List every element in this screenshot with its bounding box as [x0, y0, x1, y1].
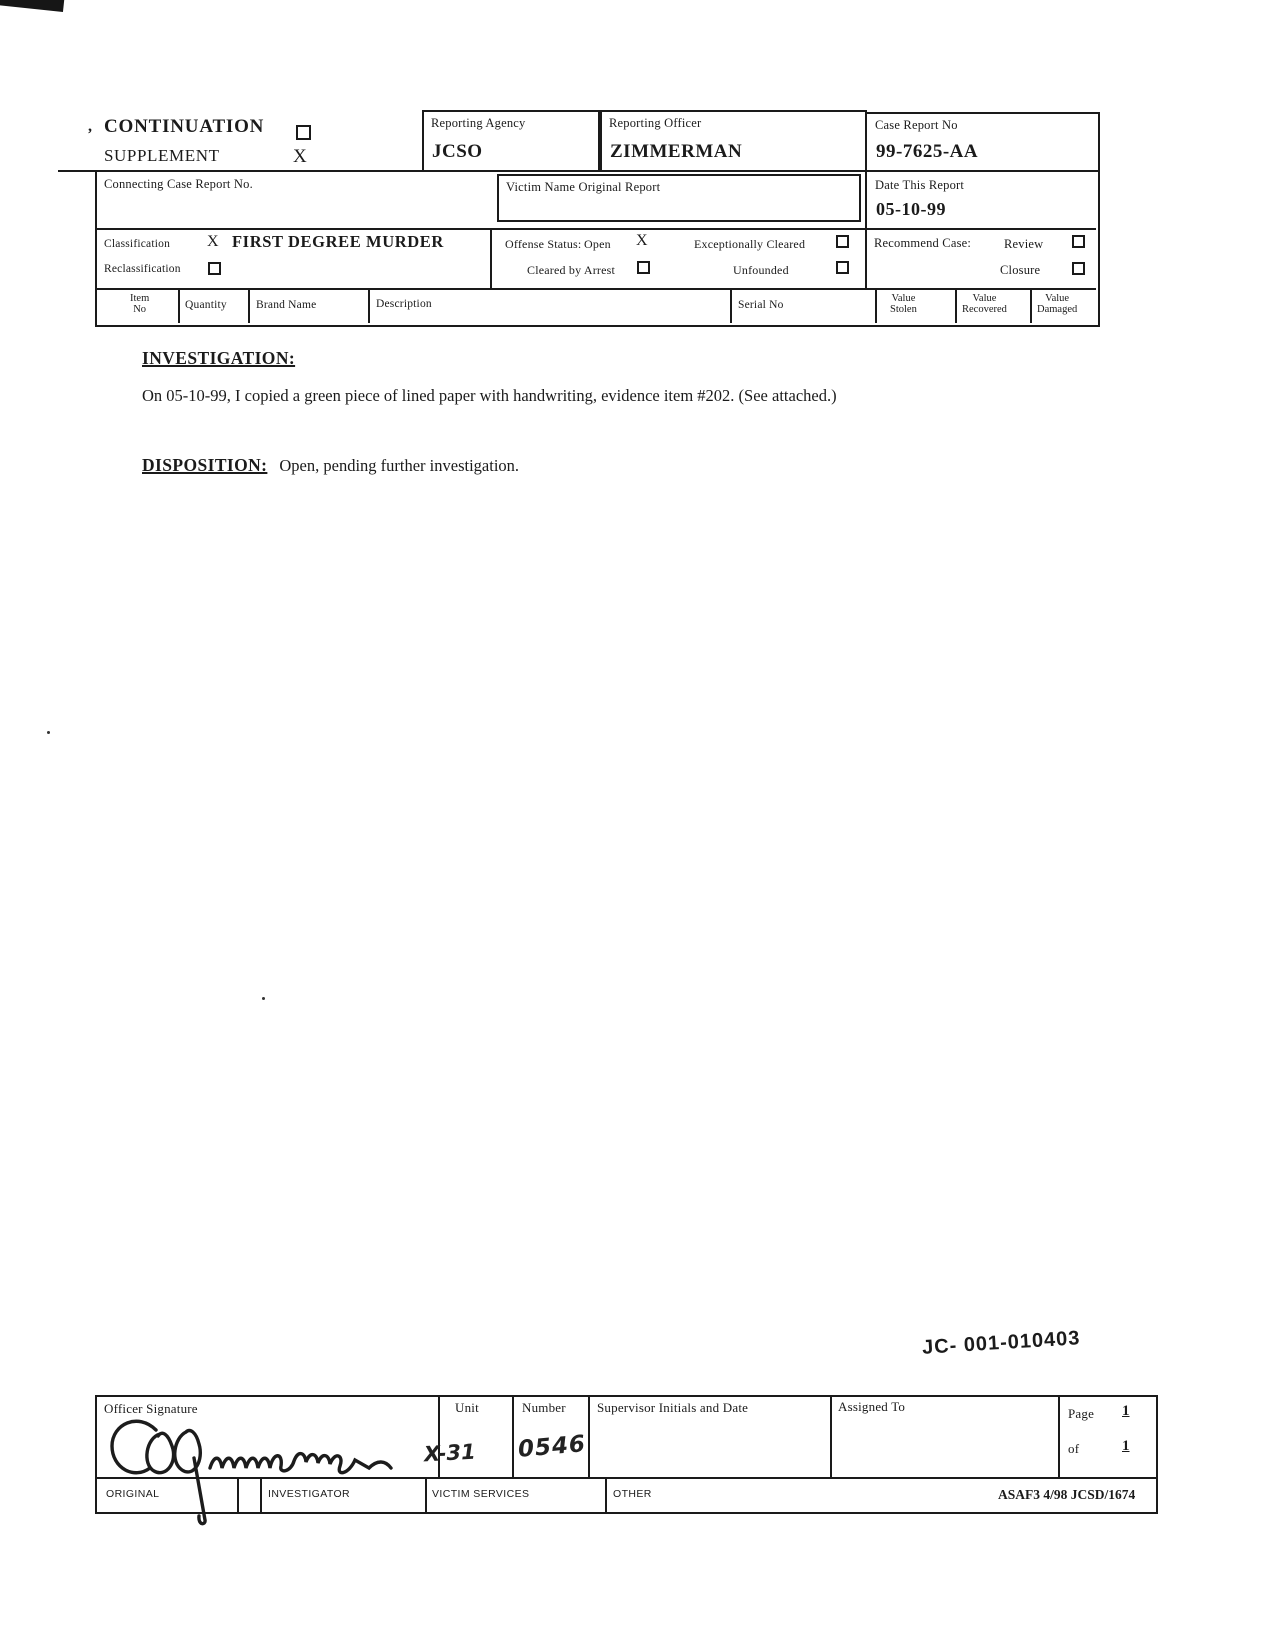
grid-line	[248, 288, 250, 323]
offense-status-label: Offense Status:	[505, 237, 582, 251]
scan-artifact	[0, 0, 65, 12]
grid-line	[830, 1395, 832, 1477]
distribution-investigator: INVESTIGATOR	[268, 1488, 351, 1500]
exceptionally-cleared-checkbox	[836, 235, 849, 248]
grid-line	[512, 1395, 514, 1477]
column-value-recovered-line1: Value	[972, 293, 997, 304]
grid-line	[178, 288, 180, 323]
supervisor-initials-label: Supervisor Initials and Date	[597, 1400, 749, 1415]
continuation-label: CONTINUATION	[104, 116, 265, 137]
grid-line	[588, 1395, 590, 1477]
grid-line	[875, 288, 877, 323]
connecting-case-label: Connecting Case Report No.	[104, 177, 253, 191]
closure-checkbox	[1072, 262, 1085, 275]
column-item-no-line2: No	[133, 304, 147, 315]
supplement-label: SUPPLEMENT	[104, 146, 220, 165]
evidence-number-stamp: JC- 001-010403	[921, 1327, 1082, 1359]
unfounded-label: Unfounded	[733, 263, 789, 277]
unit-value-handwritten: X-31	[423, 1439, 477, 1467]
column-value-damaged	[1037, 293, 1077, 315]
stray-mark: ,	[88, 118, 92, 135]
reporting-agency-label: Reporting Agency	[431, 116, 526, 130]
reporting-agency-value: JCSO	[432, 141, 483, 162]
closure-label: Closure	[1000, 263, 1041, 277]
page-value: 1	[1122, 1403, 1130, 1419]
disposition-line	[142, 455, 519, 476]
scan-artifact	[262, 997, 265, 1000]
exceptionally-cleared-label: Exceptionally Cleared	[694, 237, 806, 251]
column-value-stolen	[890, 293, 917, 315]
grid-line	[95, 288, 1096, 290]
column-value-recovered	[962, 293, 1007, 315]
review-label: Review	[1004, 237, 1044, 251]
case-report-no-value: 99-7625-AA	[876, 141, 979, 162]
date-this-report-label: Date This Report	[875, 178, 965, 192]
grid-line	[955, 288, 957, 323]
review-checkbox	[1072, 235, 1085, 248]
supplement-x-mark: X	[293, 146, 307, 167]
column-value-recovered-line2: Recovered	[962, 304, 1007, 315]
reporting-officer-label: Reporting Officer	[609, 116, 702, 130]
column-description: Description	[376, 298, 432, 310]
investigation-text: On 05-10-99, I copied a green piece of lined paper with handwriting, evidence item #202. (See attached.)	[142, 386, 837, 405]
classification-value: FIRST DEGREE MURDER	[232, 232, 444, 251]
column-item-no	[130, 293, 149, 315]
disposition-heading: DISPOSITION:	[142, 455, 268, 475]
assigned-to-label: Assigned To	[838, 1399, 906, 1414]
reclassification-checkbox	[208, 262, 221, 275]
grid-line	[368, 288, 370, 323]
reclassification-label: Reclassification	[104, 263, 181, 275]
grid-line	[58, 170, 98, 172]
offense-open-x-mark: X	[636, 232, 648, 249]
unfounded-checkbox	[836, 261, 849, 274]
continuation-checkbox	[296, 125, 311, 140]
recommend-case-label: Recommend Case:	[874, 236, 972, 250]
grid-line	[260, 1477, 262, 1512]
column-value-stolen-line1: Value	[891, 293, 916, 304]
offense-open-label: Open	[584, 237, 611, 251]
case-report-no-label: Case Report No	[875, 118, 958, 132]
grid-line	[605, 1477, 607, 1512]
distribution-victim-services: VICTIM SERVICES	[432, 1488, 530, 1500]
victim-name-label: Victim Name Original Report	[506, 180, 661, 194]
classification-label: Classification	[104, 238, 171, 250]
scan-artifact	[47, 731, 50, 734]
of-value: 1	[1122, 1438, 1130, 1454]
reporting-officer-value: ZIMMERMAN	[610, 141, 743, 162]
distribution-other: OTHER	[613, 1488, 652, 1500]
grid-line	[1030, 288, 1032, 323]
cleared-by-arrest-checkbox	[637, 261, 650, 274]
grid-line	[865, 170, 867, 228]
column-value-stolen-line2: Stolen	[890, 304, 917, 315]
grid-line	[95, 228, 1096, 230]
number-label: Number	[522, 1400, 566, 1415]
grid-line	[865, 228, 867, 288]
grid-line	[490, 228, 492, 288]
classification-x-mark: X	[207, 233, 219, 250]
cleared-by-arrest-label: Cleared by Arrest	[527, 263, 616, 277]
grid-line	[1058, 1395, 1060, 1477]
grid-line	[237, 1477, 239, 1512]
of-label: of	[1068, 1441, 1080, 1456]
grid-line	[730, 288, 732, 323]
page-label: Page	[1068, 1406, 1095, 1421]
column-item-no-line1: Item	[130, 293, 150, 304]
grid-line	[425, 1477, 427, 1512]
disposition-text: Open, pending further investigation.	[279, 456, 520, 475]
number-value-handwritten: 0546	[516, 1431, 588, 1463]
column-serial-no: Serial No	[738, 299, 784, 311]
officer-signature-label: Officer Signature	[104, 1401, 198, 1416]
column-brand-name: Brand Name	[256, 299, 317, 311]
column-value-damaged-line1: Value	[1045, 293, 1070, 304]
form-code: ASAF3 4/98 JCSD/1674	[998, 1487, 1136, 1502]
investigation-heading: INVESTIGATION:	[142, 348, 296, 368]
column-value-damaged-line2: Damaged	[1037, 304, 1078, 315]
unit-label: Unit	[455, 1400, 479, 1415]
date-this-report-value: 05-10-99	[876, 199, 946, 219]
column-quantity: Quantity	[185, 299, 227, 311]
distribution-original: ORIGINAL	[106, 1488, 160, 1500]
